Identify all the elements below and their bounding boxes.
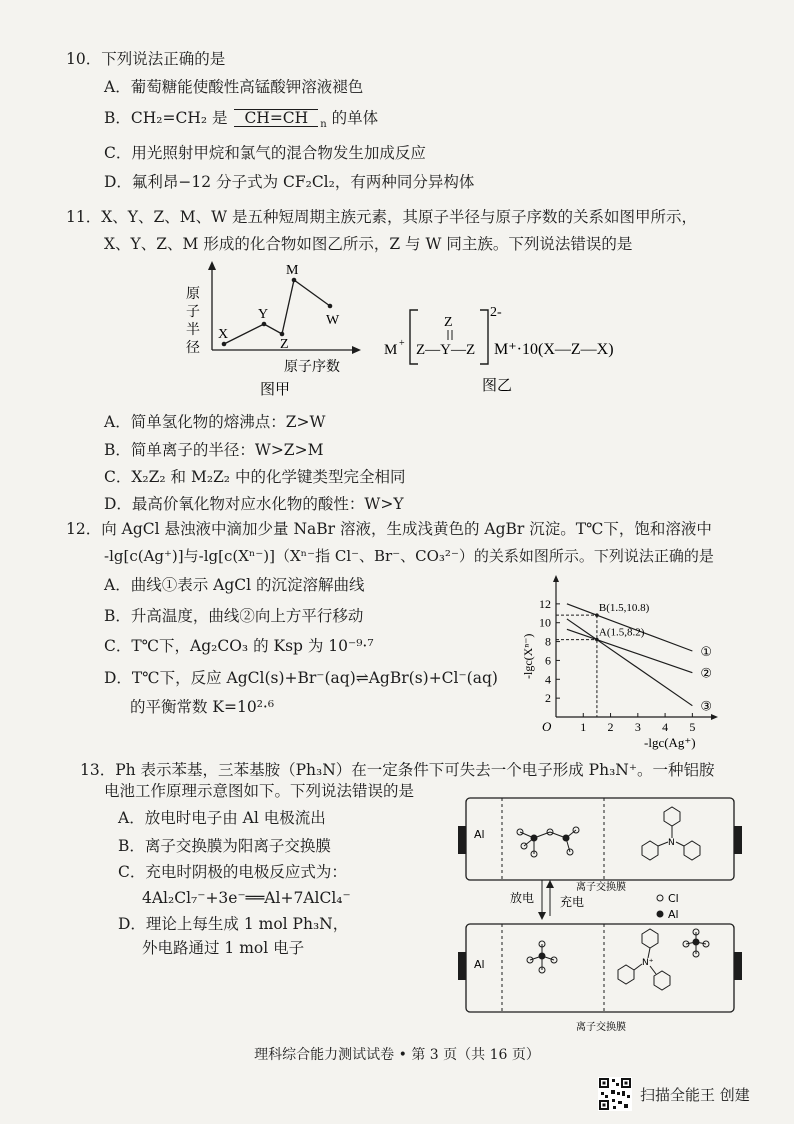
battery-figure xyxy=(458,794,744,1038)
q10-option-b xyxy=(104,108,378,135)
x-tick-label: 5 xyxy=(689,720,696,734)
q10-b-polymer xyxy=(234,109,318,127)
y-tick-label: 2 xyxy=(545,691,551,706)
q13-option-d-1: D．理论上每生成 1 mol Ph₃N， xyxy=(118,915,349,933)
q11-stem-1: 11．X、Y、Z、M、W 是五种短周期主族元素，其原子半径与原子序数的关系如图甲所示， xyxy=(66,208,697,226)
jia-ylabel-1: 原 xyxy=(186,286,200,302)
page-footer: 理科综合能力测试试卷 • 第 3 页（共 16 页） xyxy=(254,1047,540,1063)
jia-ylabel-2: 子 xyxy=(186,304,200,320)
y-tick-label: 4 xyxy=(545,672,551,687)
svg-text:N: N xyxy=(668,838,675,848)
q10-b-prefix: B．CH₂=CH₂ 是 xyxy=(104,109,228,127)
alcl4-molecule-right xyxy=(683,929,709,957)
figure-jia xyxy=(178,258,368,398)
yi-m-left: M xyxy=(384,342,398,358)
chart-ylabel: -lgc(Xⁿ⁻) xyxy=(521,633,535,679)
q10-b-polymer-unit: CH=CH xyxy=(244,109,309,127)
y-axis-arrow xyxy=(553,575,559,582)
q13-stem-1: 13．Ph 表示苯基，三苯基胺（Ph₃N）在一定条件下可失去一个电子形成 Ph₃N⁺。一种铝胺 xyxy=(80,761,715,779)
triphenylamine-molecule xyxy=(642,807,700,860)
jia-xlabel: 原子序数 xyxy=(284,359,340,375)
x-tick-label: 1 xyxy=(580,720,587,734)
q13-option-b: B．离子交换膜为阳离子交换膜 xyxy=(118,837,331,855)
al-electrode-bottom: Al xyxy=(474,958,485,971)
point-y-label: Y xyxy=(258,307,269,322)
membrane-label-top: 离子交换膜 xyxy=(576,882,626,893)
series-label-1: ① xyxy=(700,645,713,660)
q10-option-c: C．用光照射甲烷和氯气的混合物发生加成反应 xyxy=(104,144,426,162)
q11-option-d: D．最高价氧化物对应水化物的酸性：W>Y xyxy=(104,495,404,513)
q12-chart xyxy=(520,575,720,755)
point-m-label: M xyxy=(286,263,299,278)
q12-option-d-1: D．T℃下，反应 AgCl(s)+Br⁻(aq)⇌AgBr(s)+Cl⁻(aq) xyxy=(104,669,498,687)
alcl4-molecule xyxy=(527,941,557,973)
scanner-watermark xyxy=(598,1077,778,1113)
point-x-label: X xyxy=(218,327,229,342)
annotation-label-2: B(1.5,10.8) xyxy=(598,602,650,615)
q13-option-d-2: 外电路通过 1 mol 电子 xyxy=(142,939,305,957)
yi-charge: 2- xyxy=(490,305,502,320)
chart-series xyxy=(567,604,712,715)
series-label-3: ③ xyxy=(700,699,713,715)
svg-text:+: + xyxy=(399,338,405,349)
series-label-2: ② xyxy=(700,666,713,682)
al2cl7-molecule xyxy=(517,827,579,857)
legend-al: Al xyxy=(668,908,679,921)
q11-option-a: A．简单氢化物的熔沸点：Z>W xyxy=(104,413,326,431)
jia-ylabel-4: 径 xyxy=(186,340,200,356)
q10-b-suffix: 的单体 xyxy=(331,109,379,127)
q12-option-a: A．曲线①表示 AgCl 的沉淀溶解曲线 xyxy=(104,576,365,594)
q10-stem: 10．下列说法正确的是 xyxy=(66,50,226,68)
legend-cl: Cl xyxy=(668,892,679,905)
chart-axes xyxy=(553,575,718,720)
jia-ylabel-3: 半 xyxy=(186,322,200,338)
triphenylaminium-molecule xyxy=(618,929,670,990)
n-plus-label: N⁺ xyxy=(642,958,654,968)
x-tick-label: 2 xyxy=(607,720,614,734)
membrane-label-bottom: 离子交换膜 xyxy=(576,1022,626,1033)
q12-option-d-2: 的平衡常数 K=10²·⁶ xyxy=(130,698,275,716)
annotation-label-1: A(1.5,8.2) xyxy=(598,626,645,639)
q13-option-c-2: 4Al₂Cl₇⁻+3e⁻══Al+7AlCl₄⁻ xyxy=(142,889,351,907)
q10-b-n: n xyxy=(320,119,327,131)
scanner-text: 扫描全能王 创建 xyxy=(640,1086,750,1104)
y-tick-label: 10 xyxy=(539,615,551,630)
point-z-label: Z xyxy=(280,337,289,352)
q12-option-c: C．T℃下，Ag₂CO₃ 的 Ksp 为 10⁻⁹·⁷ xyxy=(104,637,374,655)
q11-option-b: B．简单离子的半径：W>Z>M xyxy=(104,441,324,459)
yi-center-top: Z xyxy=(444,315,453,330)
chart-annotations xyxy=(556,602,650,717)
q11-option-c: C．X₂Z₂ 和 M₂Z₂ 中的化学键类型完全相同 xyxy=(104,468,406,486)
x-tick-label: 3 xyxy=(634,720,641,734)
q12-stem-1: 12．向 AgCl 悬浊液中滴加少量 NaBr 溶液，生成浅黄色的 AgBr 沉淀。T℃下，饱和溶液中 xyxy=(66,520,712,538)
y-tick-label: 8 xyxy=(545,634,551,649)
q13-option-a: A．放电时电子由 Al 电极流出 xyxy=(118,809,326,827)
figure-yi xyxy=(384,300,644,400)
chart-origin: O xyxy=(542,719,552,734)
yi-center-row: Z—Y—Z xyxy=(416,342,476,358)
point-w-label: W xyxy=(326,313,340,328)
q13-stem-2: 电池工作原理示意图如下。下列说法错误的是 xyxy=(104,782,415,800)
qr-code-icon xyxy=(598,1077,632,1111)
yi-caption: 图乙 xyxy=(482,376,513,394)
q13-option-c-1: C．充电时阴极的电极反应式为： xyxy=(118,863,347,881)
x-axis-arrow xyxy=(711,714,718,720)
q11-stem-2: X、Y、Z、M 形成的化合物如图乙所示，Z 与 W 同主族。下列说法错误的是 xyxy=(104,235,633,253)
jia-caption: 图甲 xyxy=(260,380,291,398)
discharge-label: 放电 xyxy=(510,891,535,905)
q10-option-d: D．氟利昂−12 分子式为 CF₂Cl₂，有两种同分异构体 xyxy=(104,173,475,191)
y-tick-label: 12 xyxy=(539,596,551,611)
charge-label: 充电 xyxy=(560,895,585,909)
chart-xlabel: -lgc(Ag⁺) xyxy=(644,735,696,750)
x-tick-label: 4 xyxy=(662,720,669,734)
al-electrode-top: Al xyxy=(474,828,485,841)
y-tick-label: 6 xyxy=(545,653,551,668)
yi-right: M⁺·10(X—Z—X) xyxy=(494,341,614,358)
q10-option-a: A．葡萄糖能使酸性高锰酸钾溶液褪色 xyxy=(104,78,364,96)
q12-stem-2: -lg[c(Ag⁺)]与-lg[c(Xⁿ⁻)]（Xⁿ⁻指 Cl⁻、Br⁻、CO₃²⁻）的关系如图所示。下列说法正确的是 xyxy=(104,547,714,565)
q12-option-b: B．升高温度，曲线②向上方平行移动 xyxy=(104,607,364,625)
